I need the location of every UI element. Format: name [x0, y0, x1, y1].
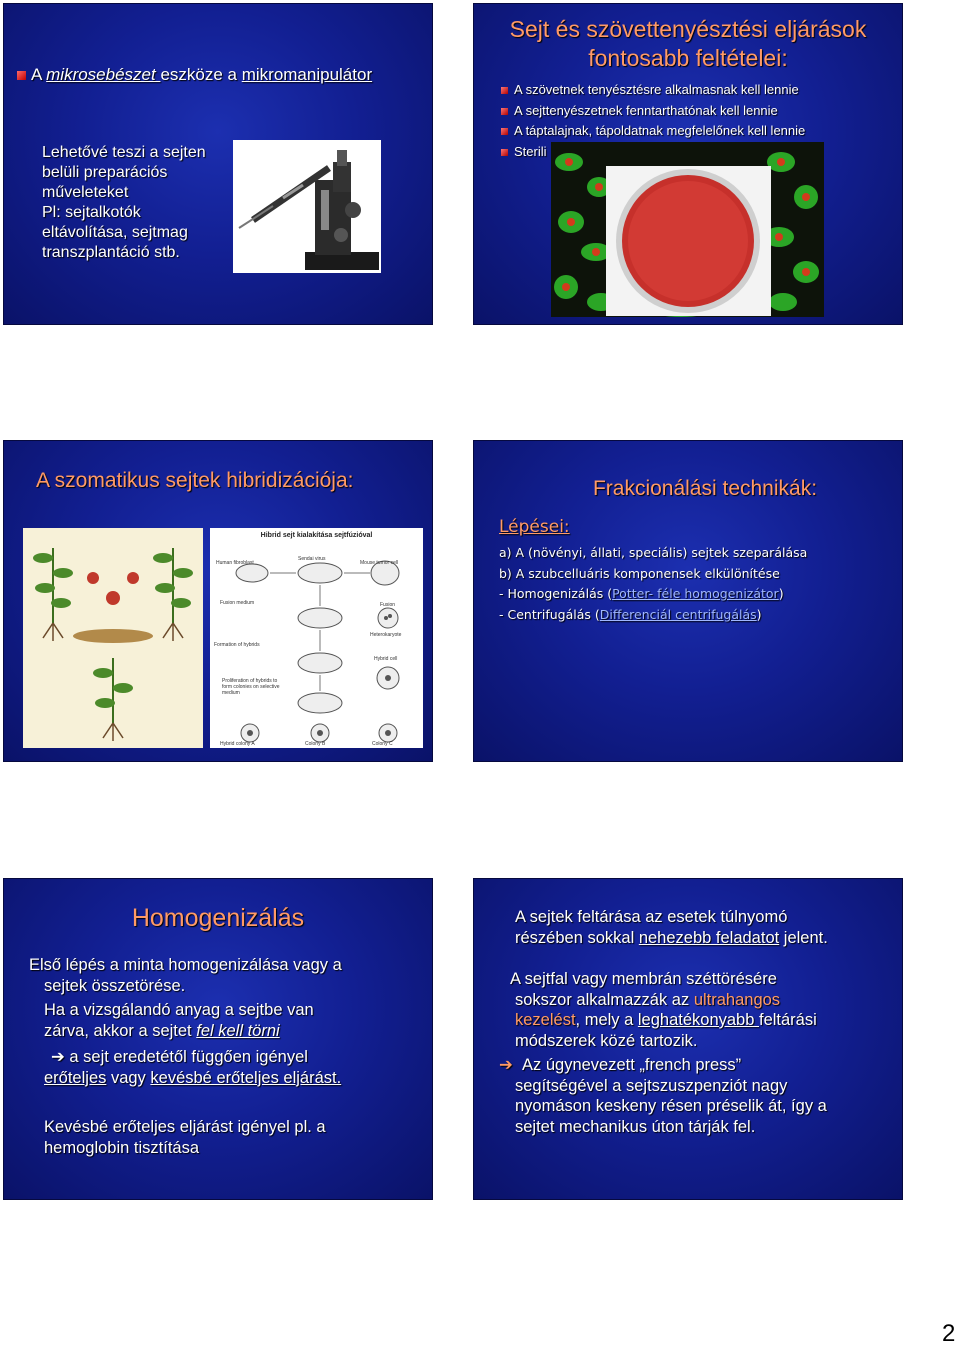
label-colony-b: Colony B — [305, 741, 326, 747]
square-bullet-icon — [501, 108, 508, 115]
label-heterokaryote: Heterokaryote — [370, 632, 402, 638]
slide-4 — [473, 440, 903, 762]
plant-hybridization-image — [23, 528, 203, 748]
list-item: a) A (növényi, állati, speciális) sejtek szeparálása — [499, 545, 808, 560]
square-bullet-icon — [501, 128, 508, 135]
slide-2 — [473, 3, 903, 325]
list-item: A táptalajnak, tápoldatnak megfelelőnek kell lennie — [501, 121, 805, 142]
arrow-right-icon: ➔ — [499, 1056, 513, 1074]
petri-dish-image — [606, 166, 771, 316]
slide3-title: A szomatikus sejtek hibridizációja: — [36, 469, 354, 492]
label-fusion: Fusion — [380, 602, 396, 608]
square-bullet-icon — [501, 149, 508, 156]
label-colony-c: Colony C — [372, 741, 393, 747]
slide6-body: A sejtek feltárása az esetek túlnyomó részében sokkal nehezebb feladatot jelent. A sejtfal vagy membrán széttörésére sokszor alkalmazzák az ultrahangos kezelést, mely a leghatékonyabb feltárási módszerek közé tartozik. ➔ Az úgynevezett „french press” segítségével a sejtszuszpenziót nagy nyomáson keskeny résen préselik át, így a sejtet mechanikus úton tárják fel. — [499, 908, 828, 1136]
slide5-body: Első lépés a minta homogenizálása vagy a sejtek összetörése. Ha a vizsgálandó anyag a sejtbe van zárva, akkor a sejtet fel kell törni ➔ a sejt eredetétől függően igényel erőteljes vagy kevésbé erőteljes eljárást. Kevésbé erőteljes eljárást igényel pl. a hemoglobin tisztítása — [29, 956, 342, 1157]
potter-homogenizator-link[interactable]: Potter- féle homogenizátor — [612, 586, 779, 601]
slide4-title: Frakcionálási technikák: — [592, 477, 818, 500]
label-sendai-virus: Sendai virus — [298, 556, 326, 562]
page-number: 2 — [942, 1320, 956, 1347]
mikrosebeszet-link[interactable]: mikrosebészet — [46, 65, 161, 84]
mikromanipulator-link[interactable]: mikromanipulátor — [241, 65, 373, 84]
square-bullet-icon — [17, 71, 26, 80]
slide1-body: Lehetővé teszi a sejten belüli preparációs műveleteket Pl: sejtalkotók eltávolítása, sejtmag transzplantáció stb. — [42, 144, 206, 261]
cell-fusion-diagram — [210, 528, 423, 748]
label-formation-of-hybrids: Formation of hybrids — [214, 642, 260, 648]
slide4-list — [499, 543, 807, 625]
slide4-subtitle: Lépései: — [499, 517, 570, 537]
list-item: A sejttenyészetnek fenntarthatónak kell lennie — [501, 101, 805, 122]
label-hybrid-cell: Hybrid cell — [374, 656, 398, 662]
arrow-right-icon: ➔ — [51, 1048, 65, 1066]
square-bullet-icon — [501, 87, 508, 94]
slide5-title: Homogenizálás — [131, 904, 305, 932]
label-mouse-tumor-cell: Mouse tumor cell — [360, 560, 399, 566]
differencial-centrifugalas-link[interactable]: Differenciál centrifugálás — [599, 606, 757, 622]
micromanipulator-image — [233, 140, 381, 273]
list-item: Sterili — [501, 142, 805, 163]
label-human-fibroblast: Human fibroblast — [216, 560, 254, 566]
slide-1 — [3, 3, 433, 325]
slide-6 — [473, 878, 903, 1200]
list-item: A szövetnek tenyésztésre alkalmasnak kell lennie — [501, 80, 805, 101]
label-fusion-medium: Fusion medium — [220, 600, 255, 606]
list-item: - Centrifugálás (Differenciál centrifugálás) — [499, 606, 762, 622]
label-proliferation: Proliferation of hybrids to form colonies on selective medium — [222, 678, 280, 696]
slide2-title: Sejt és szövettenyésztési eljárások fontosabb feltételei: — [509, 16, 867, 71]
diagram-title: Hibrid sejt kialakítása sejtfúzióval — [260, 532, 373, 539]
slide-3 — [3, 440, 433, 762]
list-item: - Homogenizálás (Potter- féle homogenizátor) — [499, 586, 784, 601]
slide-5 — [3, 878, 433, 1200]
label-hybrid-colony-a: Hybrid colony A — [220, 741, 255, 747]
slide1-title: A mikrosebészet eszköze a mikromanipulátor — [17, 65, 372, 85]
list-item: b) A szubcelluáris komponensek elkülönítése — [499, 565, 780, 581]
